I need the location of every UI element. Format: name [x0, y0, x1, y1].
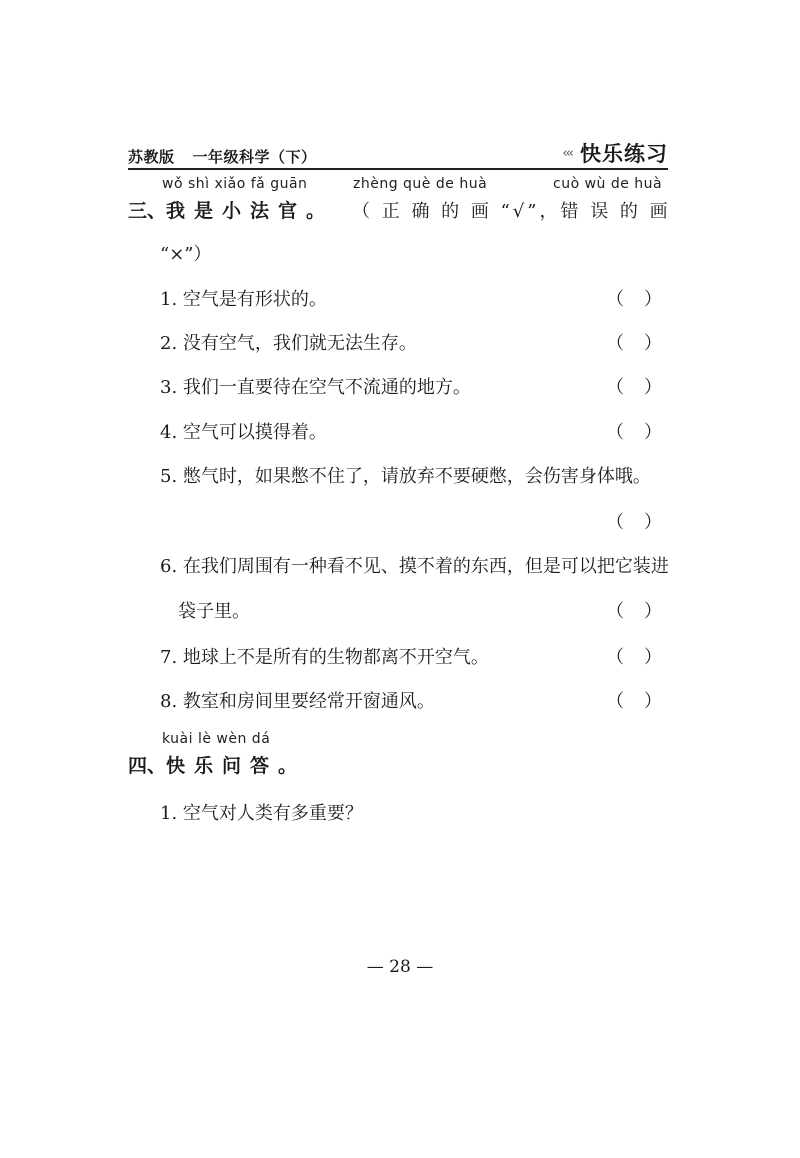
paren-close: ） — [644, 647, 662, 668]
paren-close: ） — [644, 333, 662, 354]
page-header — [128, 138, 668, 168]
section4-title: 快乐问答。 — [166, 755, 307, 777]
publisher-label: 苏教版 — [128, 148, 175, 166]
question-3: 3. 我们一直要待在空气不流通的地方。 — [160, 377, 471, 398]
paren-close: ） — [644, 512, 662, 533]
pinyin-wrong: cuò wù de huà — [553, 176, 663, 192]
pinyin-section4-title: kuài lè wèn dá — [162, 731, 271, 747]
paren-open: （ — [606, 601, 624, 622]
answer-blank-6[interactable] — [606, 597, 662, 623]
paren-close: ） — [644, 422, 662, 443]
answer-blank-5[interactable] — [606, 508, 662, 534]
question-2: 2. 没有空气，我们就无法生存。 — [160, 333, 417, 354]
section4-question-1: 1. 空气对人类有多重要？ — [160, 803, 363, 824]
paren-open: （ — [606, 512, 624, 533]
paren-close: ） — [644, 289, 662, 310]
question-6: 6. 在我们周围有一种看不见、摸不着的东西，但是可以把它装进 — [160, 556, 669, 577]
section3-instruction-line2: “×”） — [160, 244, 212, 265]
answer-blank-3[interactable] — [606, 373, 662, 399]
paren-open: （ — [606, 333, 624, 354]
question-6-continued: 袋子里。 — [178, 601, 250, 622]
paren-open: （ — [606, 647, 624, 668]
paren-open: （ — [606, 289, 624, 310]
answer-blank-8[interactable] — [606, 687, 662, 713]
paren-open: （ — [606, 377, 624, 398]
paren-open: （ — [606, 422, 624, 443]
pinyin-section3-title: wǒ shì xiǎo fǎ guān — [162, 176, 308, 192]
page-number: — 28 — — [366, 957, 434, 977]
section3-heading — [128, 196, 334, 223]
header-right — [562, 138, 668, 168]
section3-instruction-line1: （ 正 确 的 画 “√”，错 误 的 画 — [352, 201, 671, 222]
section3-number: 三、 — [128, 200, 167, 222]
answer-blank-7[interactable] — [606, 643, 662, 669]
section3-title: 我是小法官。 — [166, 200, 335, 222]
question-4: 4. 空气可以摸得着。 — [160, 422, 327, 443]
chevron-left-icon: ‹‹‹ — [562, 145, 572, 161]
paren-open: （ — [606, 691, 624, 712]
paren-close: ） — [644, 601, 662, 622]
section4-heading — [128, 751, 306, 778]
pinyin-correct: zhèng què de huà — [353, 176, 488, 192]
paren-close: ） — [644, 691, 662, 712]
section4-number: 四、 — [128, 755, 167, 777]
paren-close: ） — [644, 377, 662, 398]
header-left — [128, 146, 317, 167]
answer-blank-4[interactable] — [606, 418, 662, 444]
header-divider — [128, 168, 668, 170]
question-1: 1. 空气是有形状的。 — [160, 289, 327, 310]
question-5: 5. 憋气时，如果憋不住了，请放弃不要硬憋，会伤害身体哦。 — [160, 466, 651, 487]
answer-blank-2[interactable] — [606, 329, 662, 355]
answer-blank-1[interactable] — [606, 285, 662, 311]
brand-title: 快乐练习 — [580, 142, 668, 166]
book-title: 一年级科学（下） — [192, 148, 317, 166]
question-7: 7. 地球上不是所有的生物都离不开空气。 — [160, 647, 489, 668]
question-8: 8. 教室和房间里要经常开窗通风。 — [160, 691, 435, 712]
